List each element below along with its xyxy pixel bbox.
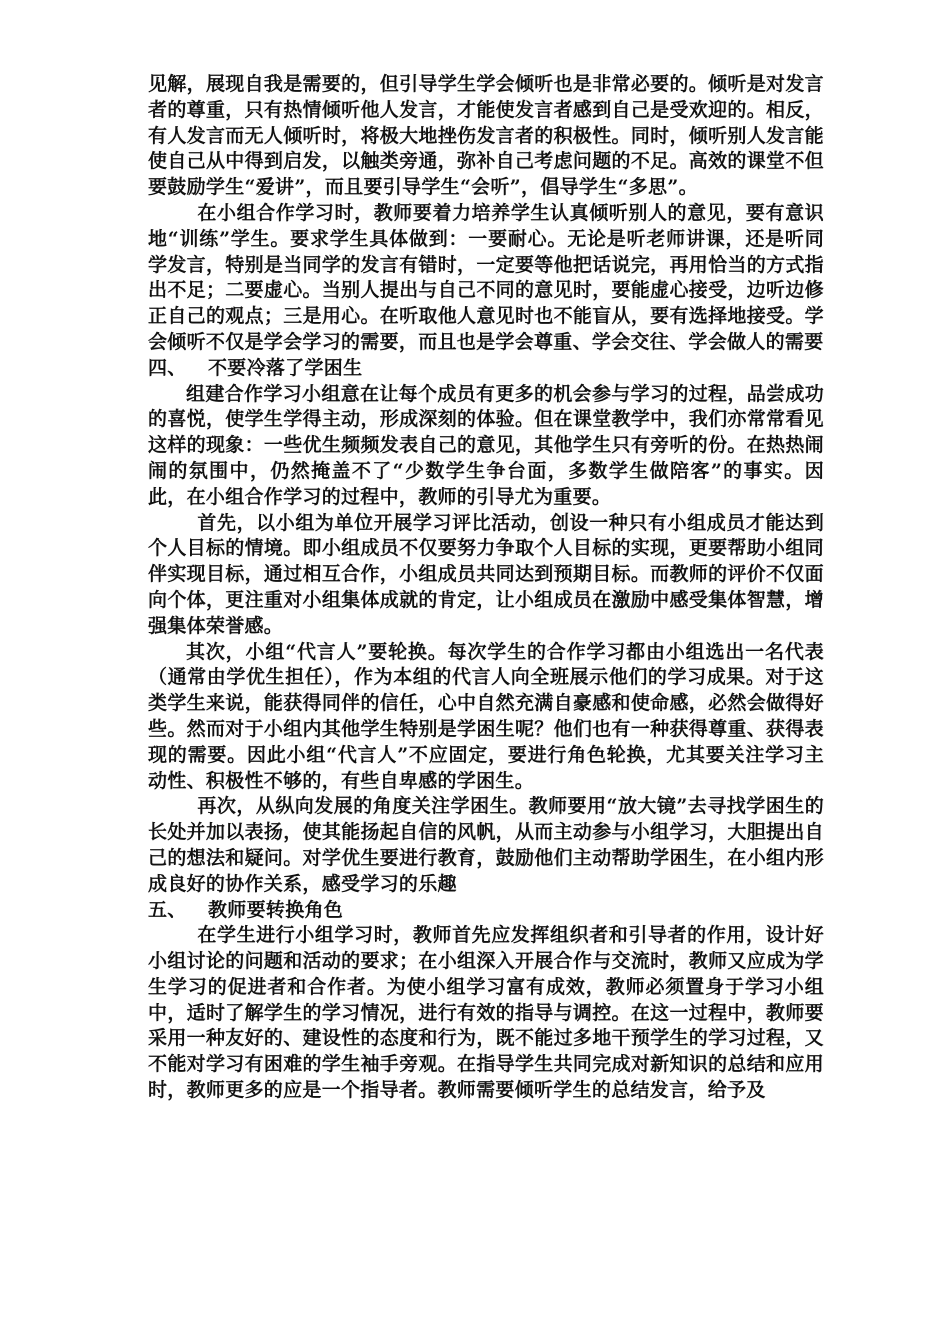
paragraph-listening-importance: 见解，展现自我是需要的，但引导学生学会倾听也是非常必要的。倾听是对发言者的尊重，只有热情倾听他人发言，才能使发言者感到自己是受欢迎的。相反，有人发言而无人倾听时，将极大地挫伤发言者的积极性。同时，倾听别人发言能使自己从中得到启发，以触类旁通，弥补自己考虑问题的不足。高效的课堂不但要鼓励学生“爱讲”，而且要引导学生“会听”，倡导学生“多思”。: [148, 73, 824, 199]
section-title: 教师要转换角色: [208, 898, 344, 921]
section-title: 不要冷落了学困生: [208, 356, 363, 379]
section-heading-4: [148, 356, 824, 382]
section-number: 四、: [148, 356, 187, 379]
paragraph-group-purpose: 组建合作学习小组意在让每个成员有更多的机会参与学习的过程，品尝成功的喜悦，使学生学得主动，形成深刻的体验。但在课堂教学中，我们亦常常看见这样的现象：一些优生频频发表自己的意见，其他学生只有旁听的份。在热热闹闹的氛围中，仍然掩盖不了“少数学生争台面，多数学生做陪客”的事实。因此，在小组合作学习的过程中，教师的引导尤为重要。: [148, 382, 824, 508]
paragraph-second-spokesperson: 其次，小组“代言人”要轮换。每次学生的合作学习都由小组选出一名代表（通常由学优生担任），作为本组的代言人向全班展示他们的学习成果。对于这类学生来说，能获得同伴的信任，心中自然充满自豪感和使命感，必然会做得好些。然而对于小组内其他学生特别是学困生呢？他们也有一种获得尊重、获得表现的需要。因此小组“代言人”不应固定，要进行角色轮换，尤其要关注学习主动性、积极性不够的，有些自卑感的学困生。: [148, 640, 824, 792]
paragraph-teacher-role: 在学生进行小组学习时，教师首先应发挥组织者和引导者的作用，设计好小组讨论的问题和活动的要求；在小组深入开展合作与交流时，教师又应成为学生学习的促进者和合作者。为使小组学习富有成效，教师必须置身于学习小组中，适时了解学生的学习情况，进行有效的指导与调控。在这一过程中，教师要采用一种友好的、建设性的态度和行为，既不能过多地干预学生的学习过程，又不能对学习有困难的学生袖手旁观。在指导学生共同完成对新知识的总结和应用时，教师更多的应是一个指导者。教师需要倾听学生的总结发言，给予及: [148, 924, 824, 1102]
section-heading-5: [148, 898, 824, 924]
paragraph-listening-training: 在小组合作学习时，教师要着力培养学生认真倾听别人的意见，要有意识地“训练”学生。要求学生具体做到：一要耐心。无论是听老师讲课，还是听同学发言，特别是当同学的发言有错时，一定要等他把话说完，再用恰当的方式指出不足；二要虚心。当别人提出与自己不同的意见时，要能虚心接受，边听边修正自己的观点；三是用心。在听取他人意见时也不能盲从，要有选择地接受。学会倾听不仅是学会学习的需要，而且也是学会尊重、学会交往、学会做人的需要: [148, 201, 824, 353]
paragraph-third-attention: 再次，从纵向发展的角度关注学困生。教师要用“放大镜”去寻找学困生的长处并加以表扬，使其能扬起自信的风帆，从而主动参与小组学习，大胆提出自己的想法和疑问。对学优生要进行教育，鼓励他们主动帮助学困生，在小组内形成良好的协作关系，感受学习的乐趣: [148, 795, 824, 895]
section-number: 五、: [148, 898, 187, 921]
document-page: [148, 72, 824, 1104]
paragraph-first-evaluation: 首先，以小组为单位开展学习评比活动，创设一种只有小组成员才能达到个人目标的情境。即小组成员不仅要努力争取个人目标的实现，更要帮助小组同伴实现目标，通过相互合作，小组成员共同达到预期目标。而教师的评价不仅面向个体，更注重对小组集体成就的肯定，让小组成员在激励中感受集体智慧，增强集体荣誉感。: [148, 511, 824, 637]
